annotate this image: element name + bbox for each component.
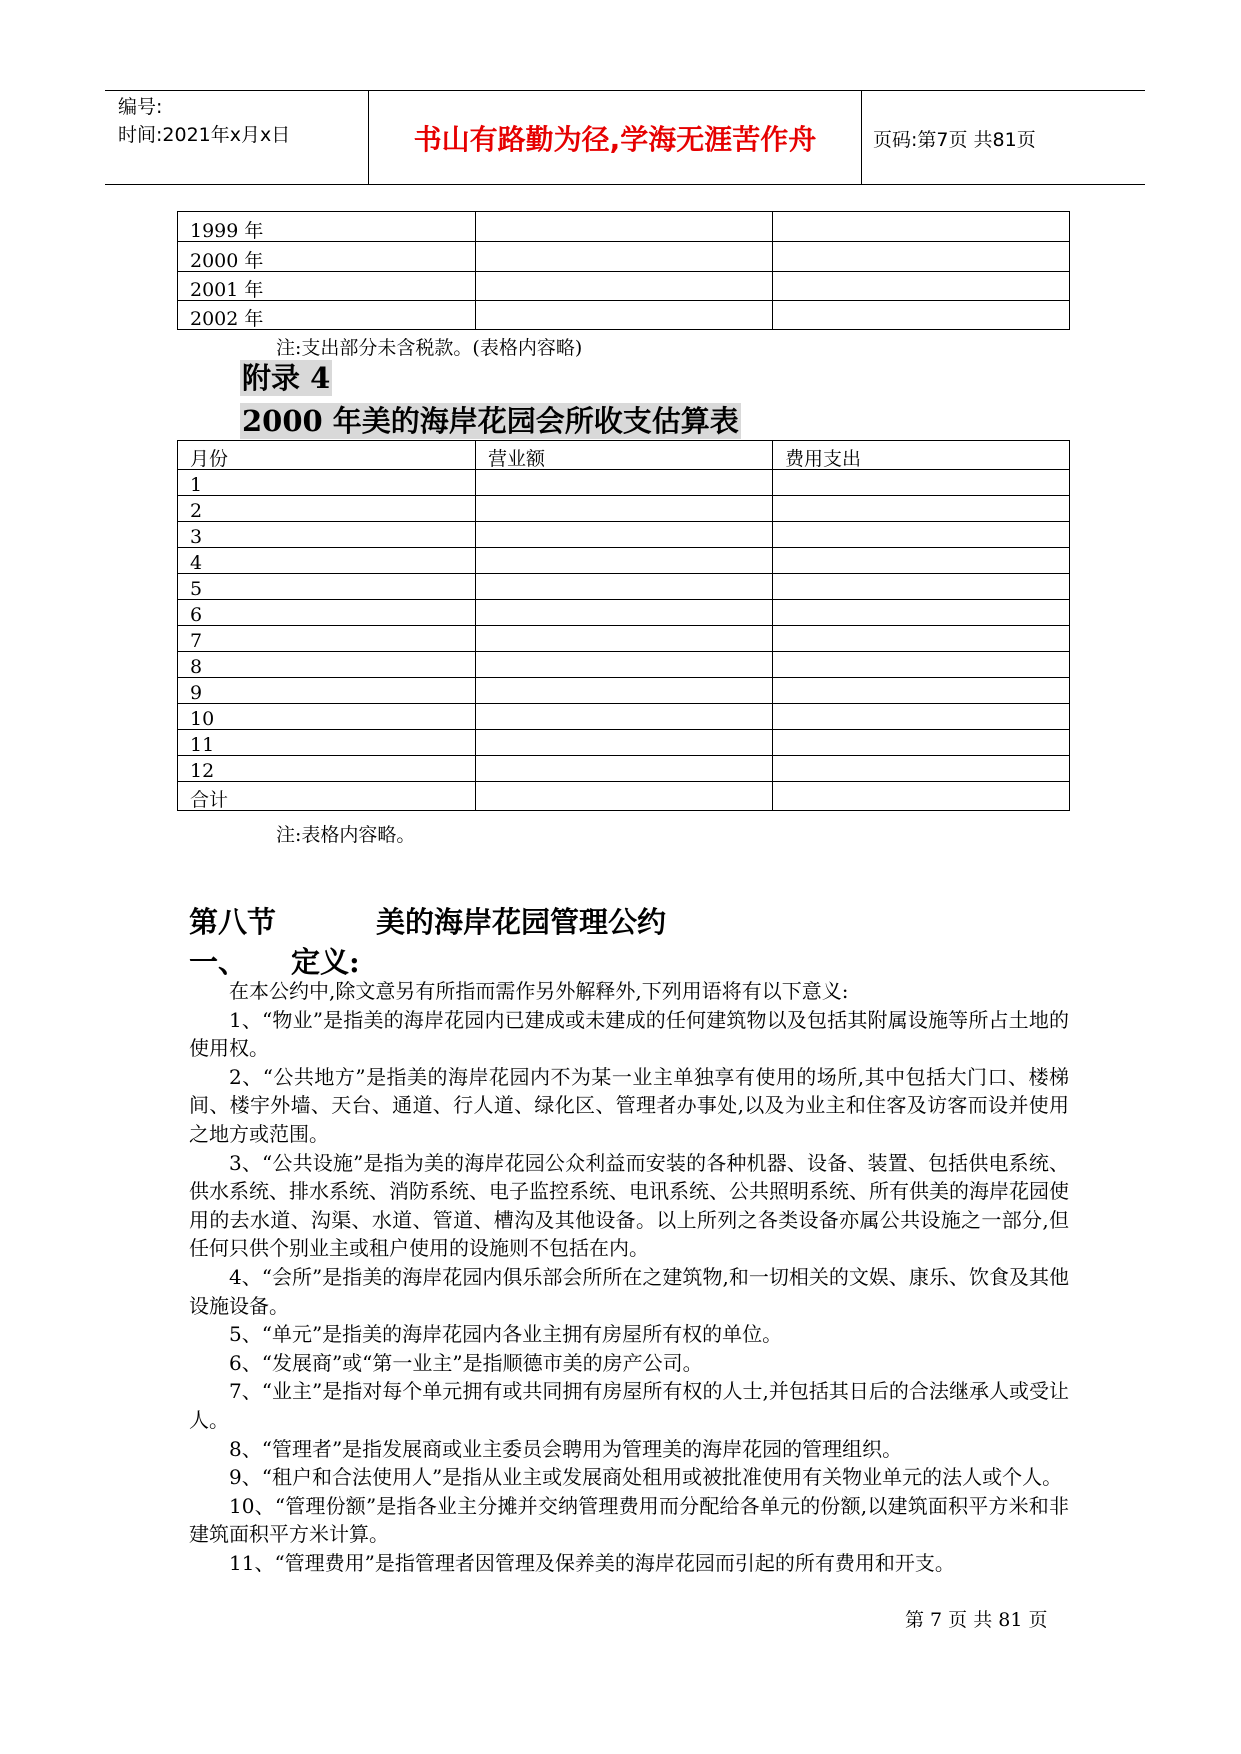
table-cell (476, 301, 773, 330)
paragraph: 1、“物业”是指美的海岸花园内已建成或未建成的任何建筑物以及包括其附属设施等所占土地的使用权。 (189, 1007, 1069, 1061)
table-cell (476, 242, 773, 272)
table-cell: 1 (178, 470, 476, 496)
table-cell (476, 756, 773, 782)
header-page-info: 页码:第7页 共81页 (873, 129, 1036, 151)
header-bottom-rule (105, 184, 1145, 185)
table-cell (773, 548, 1070, 574)
table-cell (476, 522, 773, 548)
table-cell (773, 626, 1070, 652)
table-cell: 6 (178, 600, 476, 626)
table-row (178, 470, 1070, 496)
table-row (178, 600, 1070, 626)
paragraph: 2、“公共地方”是指美的海岸花园内不为某一业主单独享有使用的场所,其中包括大门口、楼梯间、楼宇外墙、天台、通道、行人道、绿化区、管理者办事处,以及为业主和住客及访客而设并使用之地方或范围。 (189, 1064, 1069, 1146)
paragraph: 在本公约中,除文意另有所指而需作另外解释外,下列用语将有以下意义: (229, 979, 849, 1003)
table-cell (773, 756, 1070, 782)
table-row (178, 704, 1070, 730)
table-cell (773, 496, 1070, 522)
paragraph: 6、“发展商”或“第一业主”是指顺德市美的房产公司。 (229, 1350, 703, 1375)
paragraph: 3、“公共设施”是指为美的海岸花园公众利益而安装的各种机器、设备、装置、包括供电系统、供水系统、排水系统、消防系统、电子监控系统、电讯系统、公共照明系统、所有供美的海岸花园使用的去水道、沟渠、水道、管道、槽沟及其他设备。以上所列之各类设备亦属公共设施之一部分,但任何只供个别业主或租户使用的设施则不包括在内。 (189, 1150, 1069, 1261)
serial-label: 编号: (118, 96, 163, 118)
table-cell (773, 212, 1070, 242)
paragraph: 11、“管理费用”是指管理者因管理及保养美的海岸花园而引起的所有费用和开支。 (229, 1550, 955, 1575)
paragraph: 4、“会所”是指美的海岸花园内俱乐部会所所在之建筑物,和一切相关的文娱、康乐、饮食及其他设施设备。 (189, 1264, 1069, 1318)
table-row (178, 652, 1070, 678)
paragraph: 10、“管理份额”是指各业主分摊并交纳管理费用而分配给各单元的份额,以建筑面积平方米和非建筑面积平方米计算。 (189, 1493, 1069, 1547)
subsection-number: 一、 (189, 945, 248, 979)
table-cell (773, 272, 1070, 301)
table1-note: 注:支出部分未含税款。(表格内容略) (276, 337, 583, 359)
section-title: 美的海岸花园管理公约 (376, 905, 667, 939)
table-row (178, 782, 1070, 811)
table-row (178, 522, 1070, 548)
appendix-title: 2000 年美的海岸花园会所收支估算表 (242, 404, 739, 438)
table-row (178, 242, 1070, 272)
table-cell (476, 652, 773, 678)
subsection-heading (189, 940, 360, 981)
appendix-label: 附录 4 (242, 361, 331, 395)
table-cell (773, 678, 1070, 704)
table-cell (476, 626, 773, 652)
paragraph: 7、“业主”是指对每个单元拥有或共同拥有房屋所有权的人士,并包括其日后的合法继承人或受让人。 (189, 1379, 1069, 1432)
table-cell: 2 (178, 496, 476, 522)
table-row (178, 301, 1070, 330)
table-cell (476, 496, 773, 522)
table-cell: 1999 年 (178, 212, 476, 242)
table-row (178, 756, 1070, 782)
table-cell (773, 652, 1070, 678)
table-cell (476, 470, 773, 496)
table-row (178, 548, 1070, 574)
table-cell (773, 522, 1070, 548)
table-cell (476, 548, 773, 574)
table-row (178, 626, 1070, 652)
table-cell: 12 (178, 756, 476, 782)
paragraph: 5、“单元”是指美的海岸花园内各业主拥有房屋所有权的单位。 (229, 1322, 783, 1347)
table-cell: 3 (178, 522, 476, 548)
table-row (178, 574, 1070, 600)
table-row (178, 212, 1070, 242)
table-cell (773, 242, 1070, 272)
table-cell: 2001 年 (178, 272, 476, 301)
table-cell: 8 (178, 652, 476, 678)
income-expense-table (177, 440, 1070, 811)
table-cell (476, 600, 773, 626)
section-number: 第八节 (189, 905, 277, 939)
section-heading (189, 900, 667, 941)
column-header-month: 月份 (178, 441, 476, 470)
table-cell (476, 704, 773, 730)
table-cell: 11 (178, 730, 476, 756)
table-cell: 10 (178, 704, 476, 730)
paragraph: 9、“租户和合法使用人”是指从业主或发展商处租用或被批准使用有关物业单元的法人或个人。 (229, 1465, 1063, 1490)
table-cell (476, 782, 773, 811)
definitions-body (189, 977, 1069, 1577)
table-cell (773, 704, 1070, 730)
page-footer: 第 7 页 共 81 页 (905, 1609, 1048, 1631)
table-cell: 4 (178, 548, 476, 574)
header-left (118, 93, 290, 149)
table-row (178, 272, 1070, 301)
column-header-revenue: 营业额 (476, 441, 773, 470)
header-motto: 书山有路勤为径,学海无涯苦作舟 (413, 123, 817, 156)
table-cell (476, 730, 773, 756)
header-divider-left (368, 90, 369, 184)
expense-table-years (177, 211, 1070, 330)
table-cell (773, 600, 1070, 626)
table-row (178, 678, 1070, 704)
table-cell (476, 574, 773, 600)
table-cell (773, 782, 1070, 811)
table-cell (773, 574, 1070, 600)
table-cell: 2000 年 (178, 242, 476, 272)
time-label: 时间:2021年x月x日 (118, 124, 291, 146)
table-cell: 2002 年 (178, 301, 476, 330)
table-cell (476, 678, 773, 704)
header-top-rule (105, 90, 1145, 91)
paragraph: 8、“管理者”是指发展商或业主委员会聘用为管理美的海岸花园的管理组织。 (229, 1436, 903, 1461)
table-cell: 5 (178, 574, 476, 600)
table-row (178, 730, 1070, 756)
table-cell (476, 212, 773, 242)
table-cell: 9 (178, 678, 476, 704)
table-cell (773, 301, 1070, 330)
column-header-expense: 费用支出 (773, 441, 1070, 470)
subsection-title: 定义: (291, 945, 360, 979)
table-cell (773, 730, 1070, 756)
table-row (178, 496, 1070, 522)
table-cell (773, 470, 1070, 496)
table2-note: 注:表格内容略。 (276, 824, 416, 846)
table-header-row (178, 441, 1070, 470)
table-cell: 7 (178, 626, 476, 652)
table-cell: 合计 (178, 782, 476, 811)
table-cell (476, 272, 773, 301)
header-divider-right (861, 90, 862, 184)
